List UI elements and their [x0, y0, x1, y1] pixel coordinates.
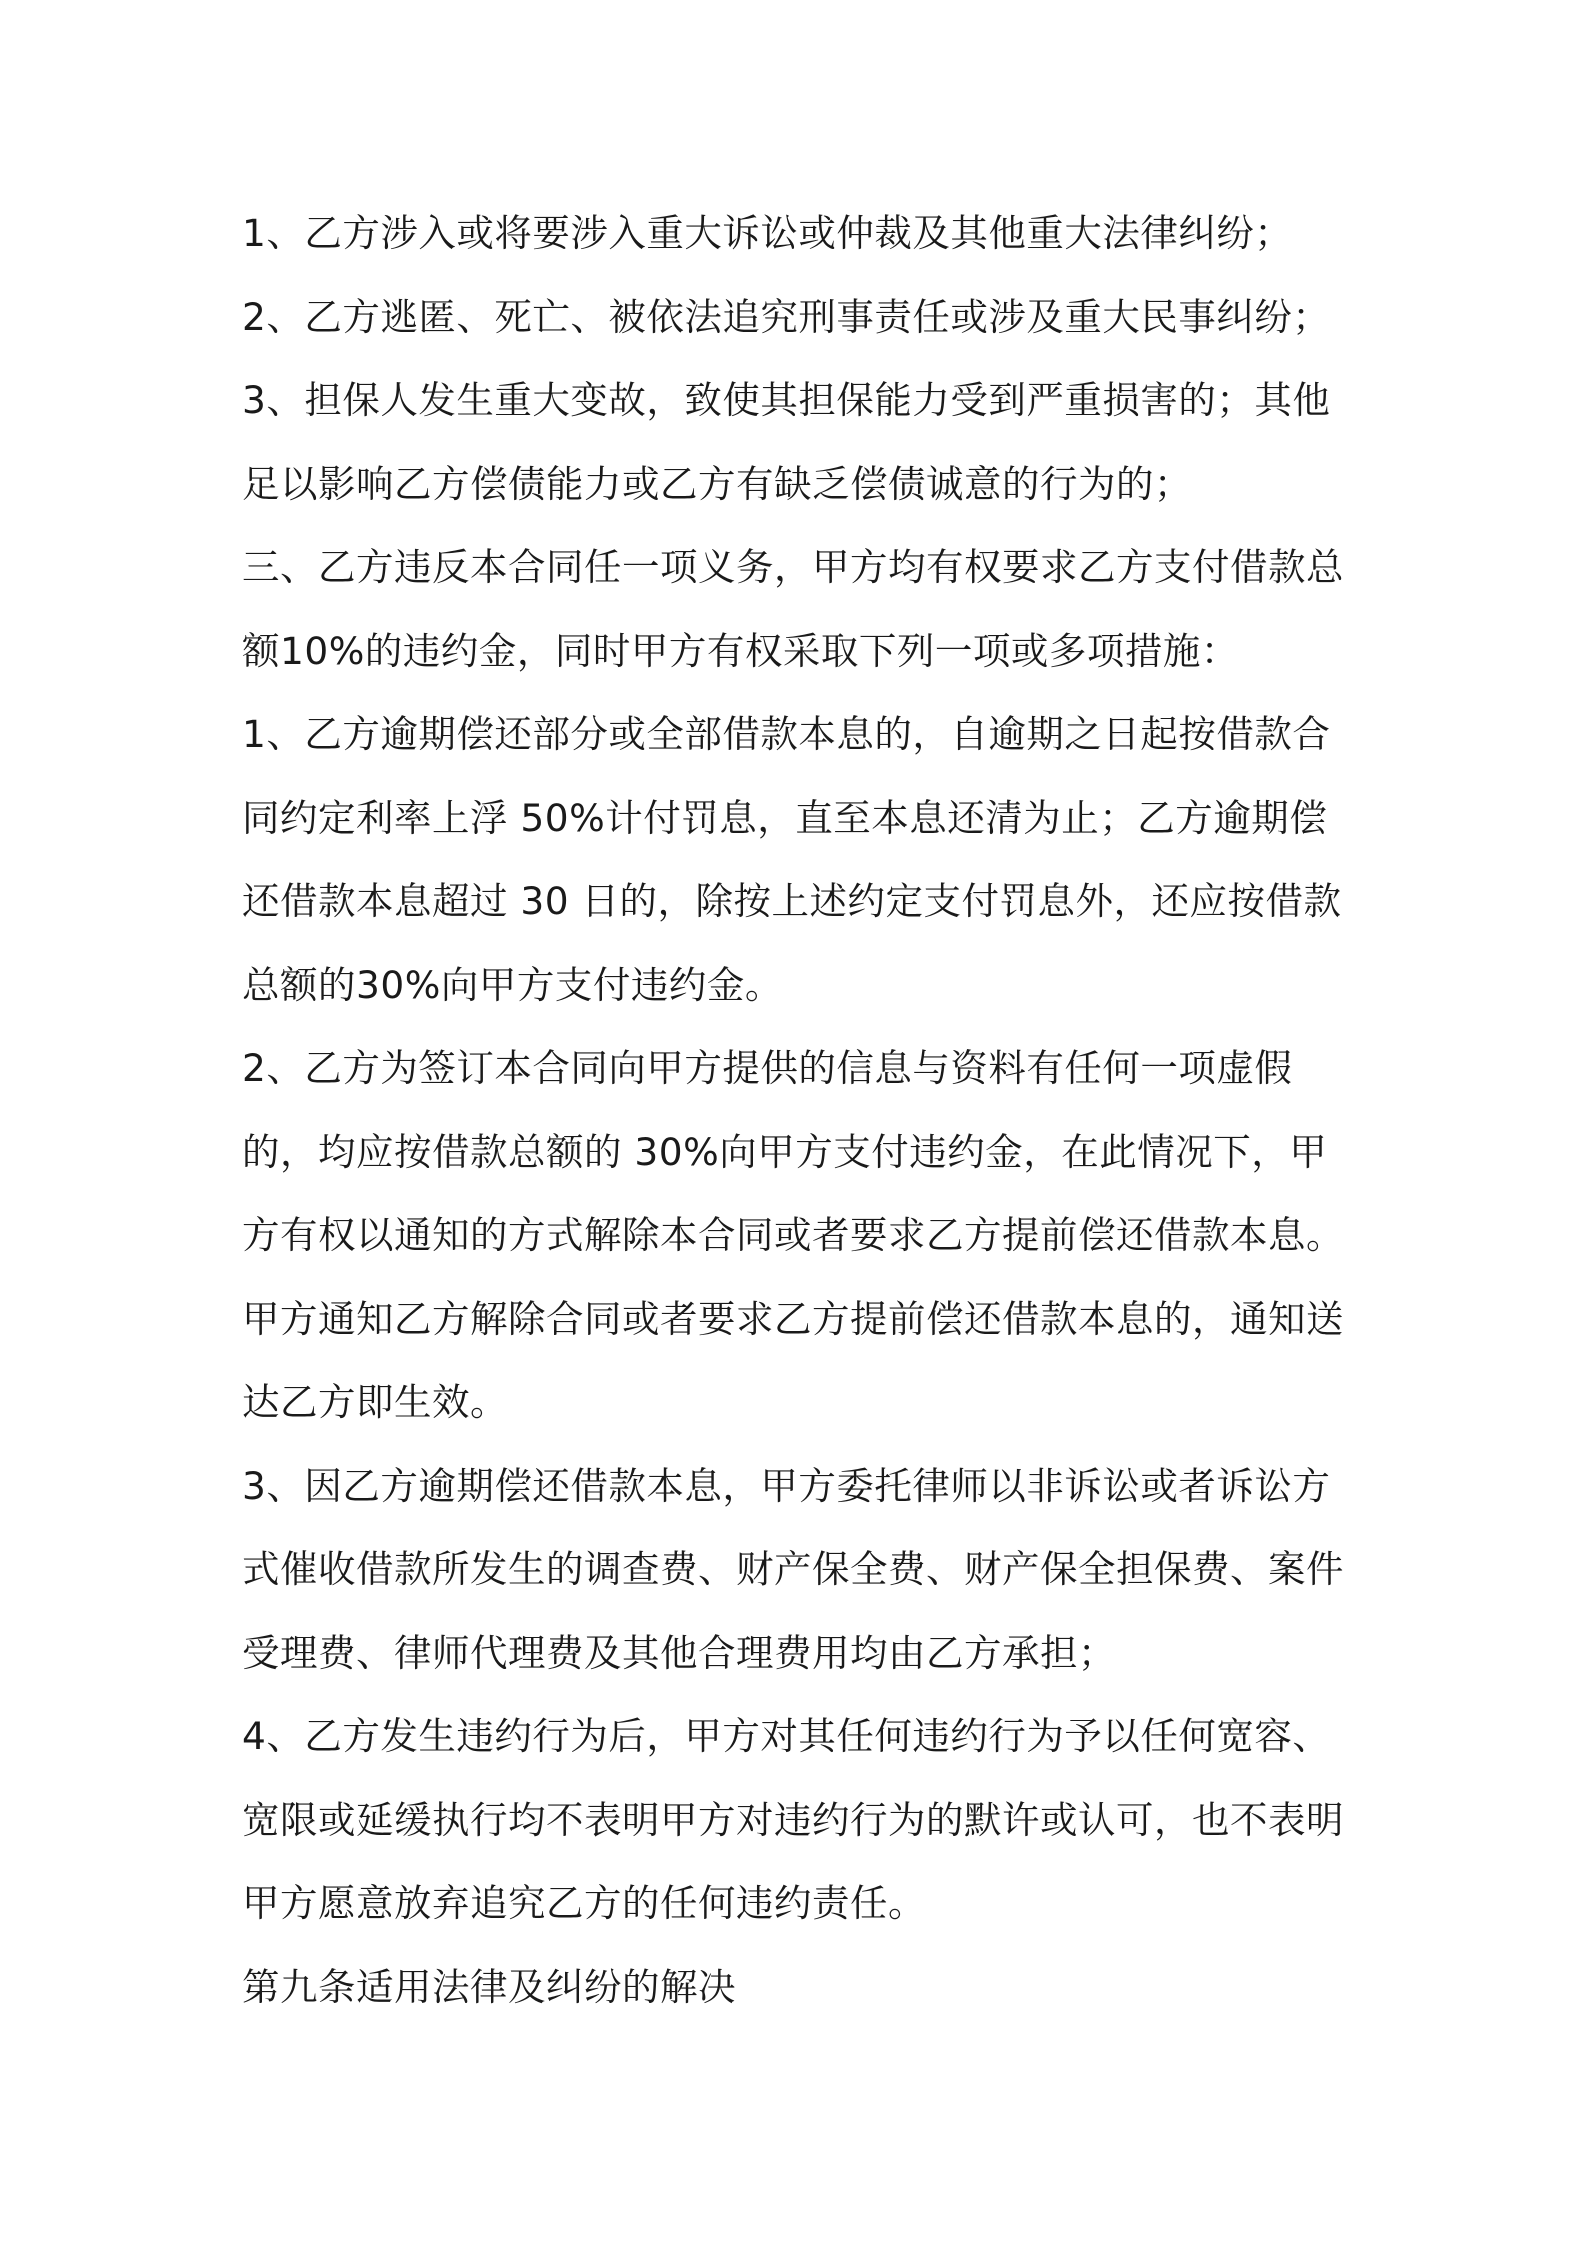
paragraph-section-3: 三、乙方违反本合同任一项义务，甲方均有权要求乙方支付借款总额10%的违约金，同时甲方有权采取下列一项或多项措施：: [242, 545, 1344, 673]
paragraph-measure-2: 2、乙方为签订本合同向甲方提供的信息与资料有任何一项虚假的，均应按借款总额的 30%向甲方支付违约金，在此情况下，甲方有权以通知的方式解除本合同或者要求乙方提前偿还借款本息。甲方通知乙方解除合同或者要求乙方提前偿还借款本息的，通知送达乙方即生效。: [242, 1046, 1344, 1424]
paragraph-measure-4: 4、乙方发生违约行为后，甲方对其任何违约行为予以任何宽容、宽限或延缓执行均不表明甲方对违约行为的默许或认可，也不表明甲方愿意放弃追究乙方的任何违约责任。: [242, 1714, 1344, 1925]
paragraph-clause-1: 1、乙方涉入或将要涉入重大诉讼或仲裁及其他重大法律纠纷；: [242, 211, 1293, 255]
paragraph-measure-3: 3、因乙方逾期偿还借款本息，甲方委托律师以非诉讼或者诉讼方式催收借款所发生的调查费、财产保全费、财产保全担保费、案件受理费、律师代理费及其他合理费用均由乙方承担；: [242, 1463, 1344, 1675]
paragraph-clause-2: 2、乙方逃匿、死亡、被依法追究刑事责任或涉及重大民事纠纷；: [242, 294, 1331, 339]
paragraph-clause-3: 3、担保人发生重大变故，致使其担保能力受到严重损害的；其他足以影响乙方偿债能力或乙方有缺乏偿债诚意的行为的；: [242, 378, 1331, 506]
paragraph-measure-1: 1、乙方逾期偿还部分或全部借款本息的，自逾期之日起按借款合同约定利率上浮 50%计付罚息，直至本息还清为止；乙方逾期偿还借款本息超过 30 日的，除按上述约定支付罚息外，还应按借款总额的30%向甲方支付违约金。: [242, 712, 1342, 1007]
document-body: [242, 192, 1362, 2029]
article-9-heading: 第九条适用法律及纠纷的解决: [242, 1964, 736, 2009]
